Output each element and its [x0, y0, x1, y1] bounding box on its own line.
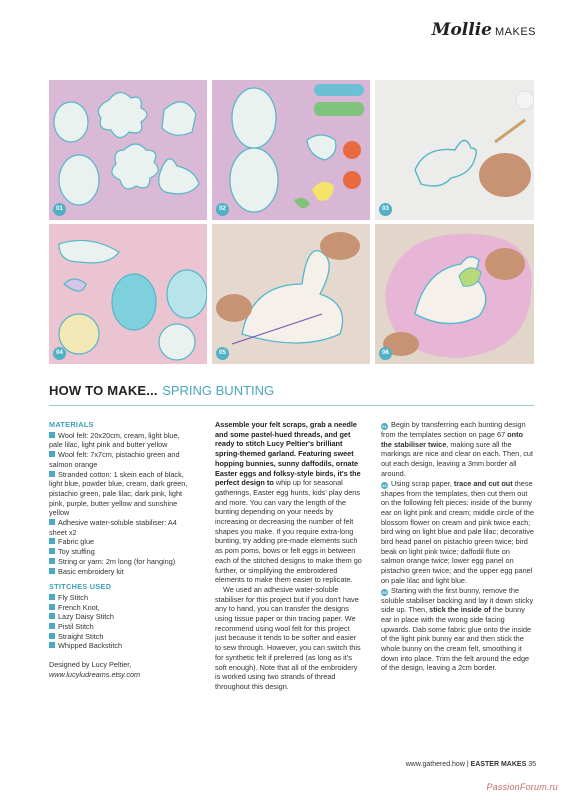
stitching-bird-illustration — [375, 224, 534, 364]
footer-magazine: EASTER MAKES — [470, 761, 527, 768]
list-item: Whipped Backstitch — [49, 641, 189, 651]
heading-how-to-make: HOW TO MAKE... — [49, 383, 158, 398]
bullet-square-icon — [49, 604, 55, 610]
footer-separator: | — [466, 761, 469, 768]
bullet-square-icon — [49, 538, 55, 544]
heading-project-name: SPRING BUNTING — [162, 383, 275, 398]
section-heading — [49, 382, 534, 406]
brand-mollie: Mollie — [431, 20, 492, 40]
list-item: Pistil Stitch — [49, 622, 189, 632]
felt-shapes-illustration — [49, 80, 207, 220]
photo-6 — [375, 224, 534, 364]
list-item: Wool felt: 20x20cm, cream, light blue, pale lilac, light pink and butter yellow — [49, 430, 180, 450]
list-item: French Knot, — [49, 603, 189, 613]
watermark: PassionForum.ru — [486, 782, 558, 792]
step-number-badge: 02 — [382, 482, 387, 488]
intro-rest: whip up for seasonal gatherings, Easter egg hunts, kids' play dens and more. You can vary the length of the bunting depending on your needs by increasing or decreasing the number of felt shapes you make. If you require extra-long bunting, try adding pre-made elements such as pom poms, bows or felt eggs in between each of the stitched designs to make them go further, or simplifying the embroidered elements to make them easier to replicate. — [215, 478, 362, 585]
step-1: 01 Begin by transferring each bunting design from the templates section on page 67 onto the stabiliser twice, making sure all the markings are nice and clear on each. Then, cut out each design, leaving a 3mm border all around. — [381, 420, 533, 478]
step-number-badge: 03 — [382, 589, 387, 595]
bullet-square-icon — [49, 519, 55, 525]
bullet-square-icon — [49, 633, 55, 639]
step-2: 02 Using scrap paper, trace and cut out these shapes from the templates, then cut them out on the following felt pieces: inside of the bunny ear on light pink and cream; middle circle of the blossom flower on cream and pink twice each; bird wing on light blue and pale lilac; decorative bird head panel on pistachio green twice; bird beak on light pink twice; daffodil flute on salmon orange twice; lower egg panel on pistachio green twice; and the upper egg panel on pale lilac and light blue. — [381, 478, 534, 585]
stitches-heading: STITCHES USED — [49, 582, 112, 592]
bullet-square-icon — [49, 558, 55, 564]
bullet-square-icon — [49, 594, 55, 600]
bullet-square-icon — [49, 451, 55, 457]
intro-lead: Assemble your felt scraps, grab a needle and some pastel-hued threads, and get ready to stitch Lucy Peltier's brilliant spring-themed garland. Featuring sweet hopping bunnies, sunny daffodils, ornate Easter eggs and folksy-style birds, it's the perfect design to — [215, 420, 361, 488]
photo-1 — [49, 80, 207, 220]
photo-2 — [212, 80, 370, 220]
materials-column — [49, 420, 189, 680]
bullet-square-icon — [49, 613, 55, 619]
stitched-shapes-illustration — [49, 224, 207, 364]
list-item: Wool felt: 7x7cm, pistachio green and salmon orange — [49, 450, 180, 469]
designer-credit — [49, 660, 189, 679]
photo-number-badge: 03 — [379, 203, 392, 216]
photo-number-badge: 05 — [216, 347, 229, 360]
bullet-square-icon — [49, 623, 55, 629]
stitching-bunny-illustration — [212, 224, 370, 364]
list-item: Fly Stitch — [49, 593, 189, 603]
page-footer — [406, 761, 536, 768]
bullet-square-icon — [49, 568, 55, 574]
step-3: 03 Starting with the first bunny, remove the soluble stabiliser backing and lay it down sticky side up. Then, stick the inside of the bunny ear in place with the wrong side facing upwards. Dab some fabric glue onto the inside of the light pink bunny ear and then stick the whole bunny on the cream felt, smoothing it down into place. Trim the felt around the edge of the design, leaving a 2cm border. — [381, 585, 534, 673]
photo-number-badge: 02 — [216, 203, 229, 216]
list-item: Straight Stitch — [49, 632, 189, 642]
list-item: Basic embroidery kit — [49, 567, 189, 577]
list-item: Fabric glue — [49, 537, 189, 547]
list-item: Toy stuffing — [49, 547, 189, 557]
photo-grid — [49, 80, 534, 363]
felt-pieces-illustration — [212, 80, 370, 220]
brand-logo — [432, 20, 536, 40]
list-item: Adhesive water-soluble stabiliser: A4 sheet x2 — [49, 518, 177, 537]
designer-line: Designed by Lucy Peltier, — [49, 660, 132, 670]
photo-number-badge: 04 — [53, 347, 66, 360]
footer-site: www.gathered.how — [405, 761, 465, 768]
list-item: Stranded cotton: 1 skein each of black, light blue, powder blue, cream, dark green, pistachio green, pale lilac, dark pink, light pink, purple, butter yellow and sunshine yellow — [49, 469, 188, 518]
intro-paragraph — [215, 420, 363, 585]
bullet-square-icon — [49, 642, 55, 648]
step-number-badge: 01 — [382, 424, 387, 429]
stitches-list — [49, 593, 189, 651]
bullet-square-icon — [49, 548, 55, 554]
materials-list — [49, 431, 189, 577]
photo-4 — [49, 224, 207, 364]
steps-column — [381, 420, 534, 673]
bullet-square-icon — [49, 432, 55, 438]
stabiliser-paragraph: We used an adhesive water-soluble stabiliser for this project but if you don't have any to hand, you can transfer the designs using tissue paper or thin tracing paper. We recommend using wool felt for this project just because it tends to be softer and easier to sew through. However, you can switch this for synthetic felt if preferred (as long as it's soft enough). Note that all of the embroidery is worked using two strands of thread throughout this design. — [215, 584, 361, 691]
photo-5 — [212, 224, 370, 364]
materials-heading: MATERIALS — [49, 420, 94, 429]
bullet-square-icon — [49, 471, 55, 477]
list-item: Lazy Daisy Stitch — [49, 612, 189, 622]
photo-number-badge: 06 — [379, 347, 392, 360]
designer-url: www.lucyludreams.etsy.com — [49, 669, 141, 679]
tracing-illustration — [375, 80, 534, 220]
page-number: 35 — [528, 761, 536, 768]
intro-column — [215, 420, 363, 692]
photo-3 — [375, 80, 534, 220]
photo-number-badge: 01 — [53, 203, 66, 216]
list-item: String or yarn: 2m long (for hanging) — [49, 557, 189, 567]
brand-makes: MAKES — [494, 26, 536, 38]
